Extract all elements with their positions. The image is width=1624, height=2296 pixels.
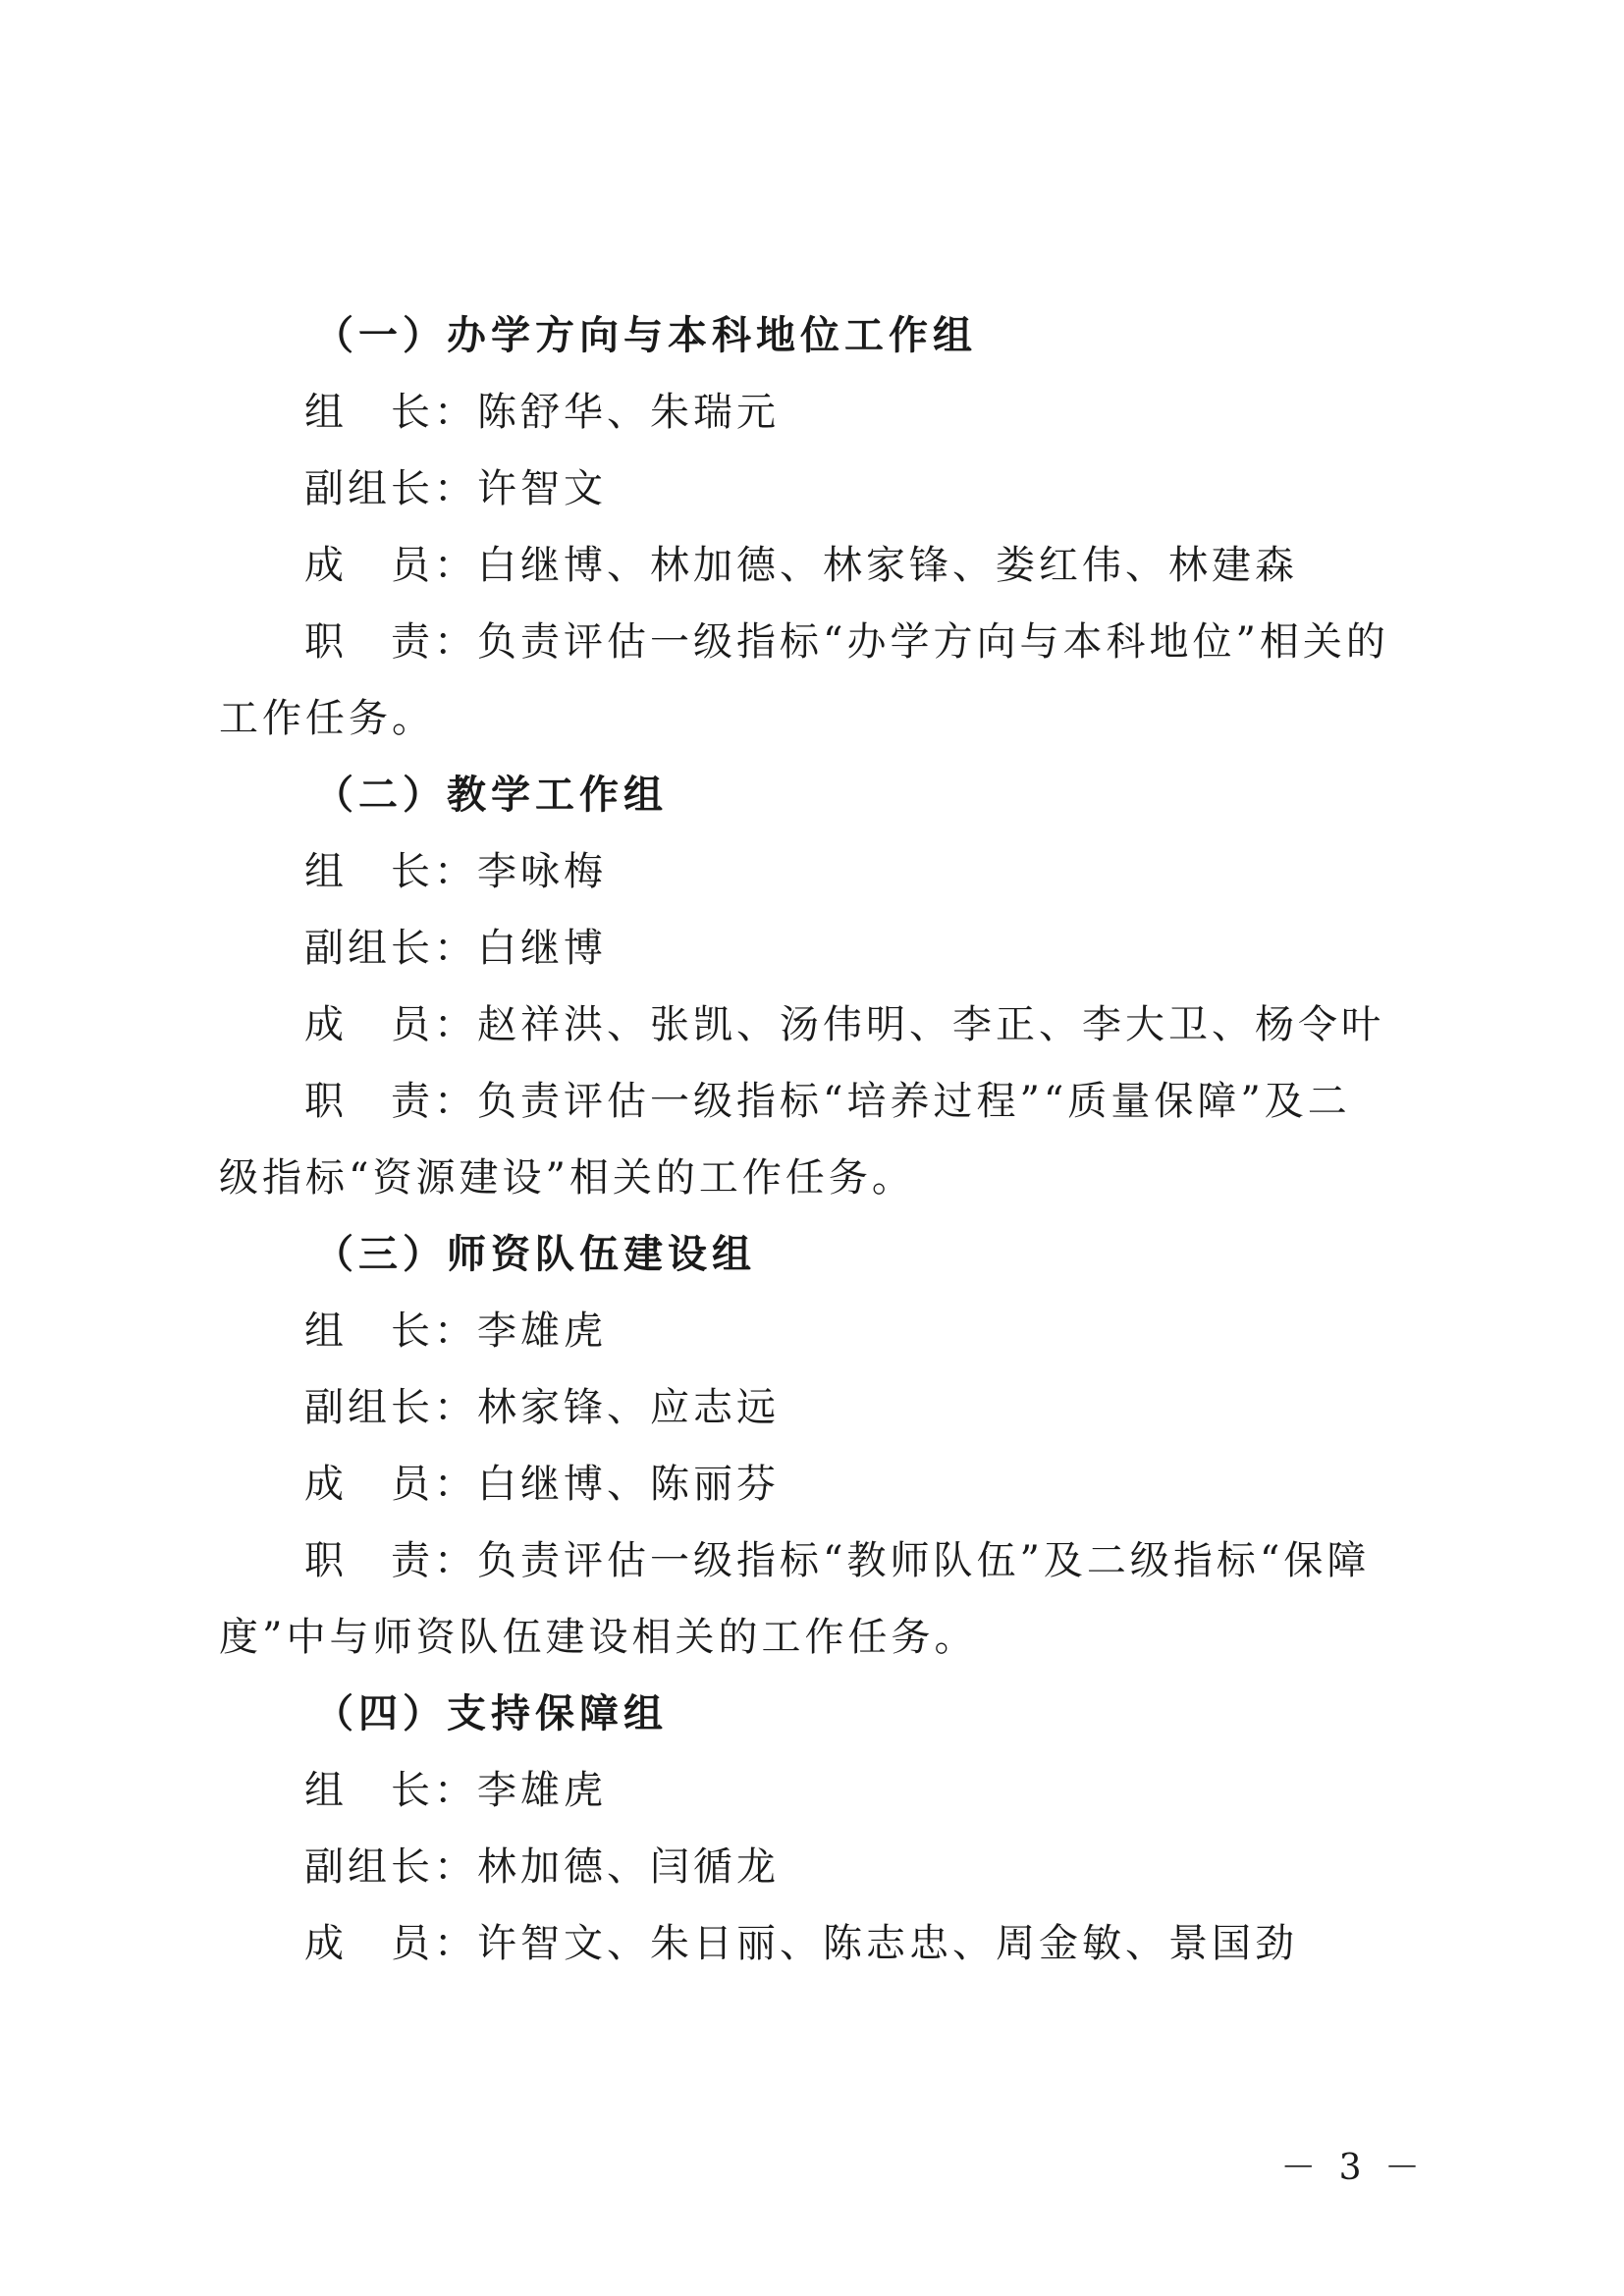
group-3-leader xyxy=(304,1308,1532,1355)
group-2-duty-continued: 级指标“资源建设”相关的工作任务。 xyxy=(219,1155,915,1201)
group-3-heading: （三）师资队伍建设组 xyxy=(314,1232,756,1277)
group-2-leader xyxy=(304,848,1532,895)
group-3-duty-continued: 度”中与师资队伍建设相关的工作任务。 xyxy=(219,1615,978,1660)
members-label: 成 员： xyxy=(304,1921,477,1966)
deputy-names: 白继博 xyxy=(477,926,607,971)
group-2-members xyxy=(304,1001,1532,1048)
members-label: 成 员： xyxy=(304,1002,477,1047)
group-3-duty xyxy=(304,1537,1532,1584)
group-1-duty xyxy=(304,618,1532,666)
duty-text: 负责评估一级指标“培养过程”“质量保障”及二 xyxy=(477,1079,1351,1124)
deputy-names: 林家锋、应志远 xyxy=(477,1385,780,1430)
deputy-names: 许智文 xyxy=(477,466,607,511)
deputy-label: 副组长： xyxy=(304,1385,477,1430)
members-label: 成 员： xyxy=(304,1462,477,1507)
leader-label: 组 长： xyxy=(304,390,477,435)
page-number: － 3 － xyxy=(1280,2148,1426,2188)
duty-text: 负责评估一级指标“办学方向与本科地位”相关的 xyxy=(477,619,1389,665)
group-2-deputy xyxy=(304,925,1532,972)
duty-text: 负责评估一级指标“教师队伍”及二级指标“保障 xyxy=(477,1538,1371,1583)
group-2-heading: （二）教学工作组 xyxy=(314,773,668,818)
members-names: 白继博、陈丽芬 xyxy=(477,1462,780,1507)
group-4-members xyxy=(304,1920,1532,1967)
members-names: 许智文、朱日丽、陈志忠、周金敏、景国劲 xyxy=(477,1921,1298,1966)
group-1-members xyxy=(304,542,1532,589)
deputy-label: 副组长： xyxy=(304,1844,477,1890)
deputy-label: 副组长： xyxy=(304,926,477,971)
leader-label: 组 长： xyxy=(304,1768,477,1813)
leader-label: 组 长： xyxy=(304,1308,477,1354)
duty-label: 职 责： xyxy=(304,1079,477,1124)
group-4-deputy xyxy=(304,1843,1532,1891)
group-4-heading: （四）支持保障组 xyxy=(314,1691,668,1736)
duty-label: 职 责： xyxy=(304,1538,477,1583)
group-1-duty-continued: 工作任务。 xyxy=(219,696,435,741)
group-2-duty xyxy=(304,1078,1532,1125)
group-1-leader xyxy=(304,389,1532,436)
group-4-leader xyxy=(304,1767,1532,1814)
leader-names: 陈舒华、朱瑞元 xyxy=(477,390,780,435)
duty-label: 职 责： xyxy=(304,619,477,665)
members-names: 白继博、林加德、林家锋、娄红伟、林建森 xyxy=(477,543,1298,588)
members-names: 赵祥洪、张凯、汤伟明、李正、李大卫、杨令叶 xyxy=(477,1002,1384,1047)
leader-label: 组 长： xyxy=(304,849,477,894)
group-1-deputy xyxy=(304,465,1532,512)
deputy-label: 副组长： xyxy=(304,466,477,511)
leader-names: 李咏梅 xyxy=(477,849,607,894)
group-3-deputy xyxy=(304,1384,1532,1431)
group-3-members xyxy=(304,1461,1532,1508)
leader-names: 李雄虎 xyxy=(477,1768,607,1813)
deputy-names: 林加德、闫循龙 xyxy=(477,1844,780,1890)
leader-names: 李雄虎 xyxy=(477,1308,607,1354)
members-label: 成 员： xyxy=(304,543,477,588)
group-1-heading: （一）办学方向与本科地位工作组 xyxy=(314,313,977,358)
